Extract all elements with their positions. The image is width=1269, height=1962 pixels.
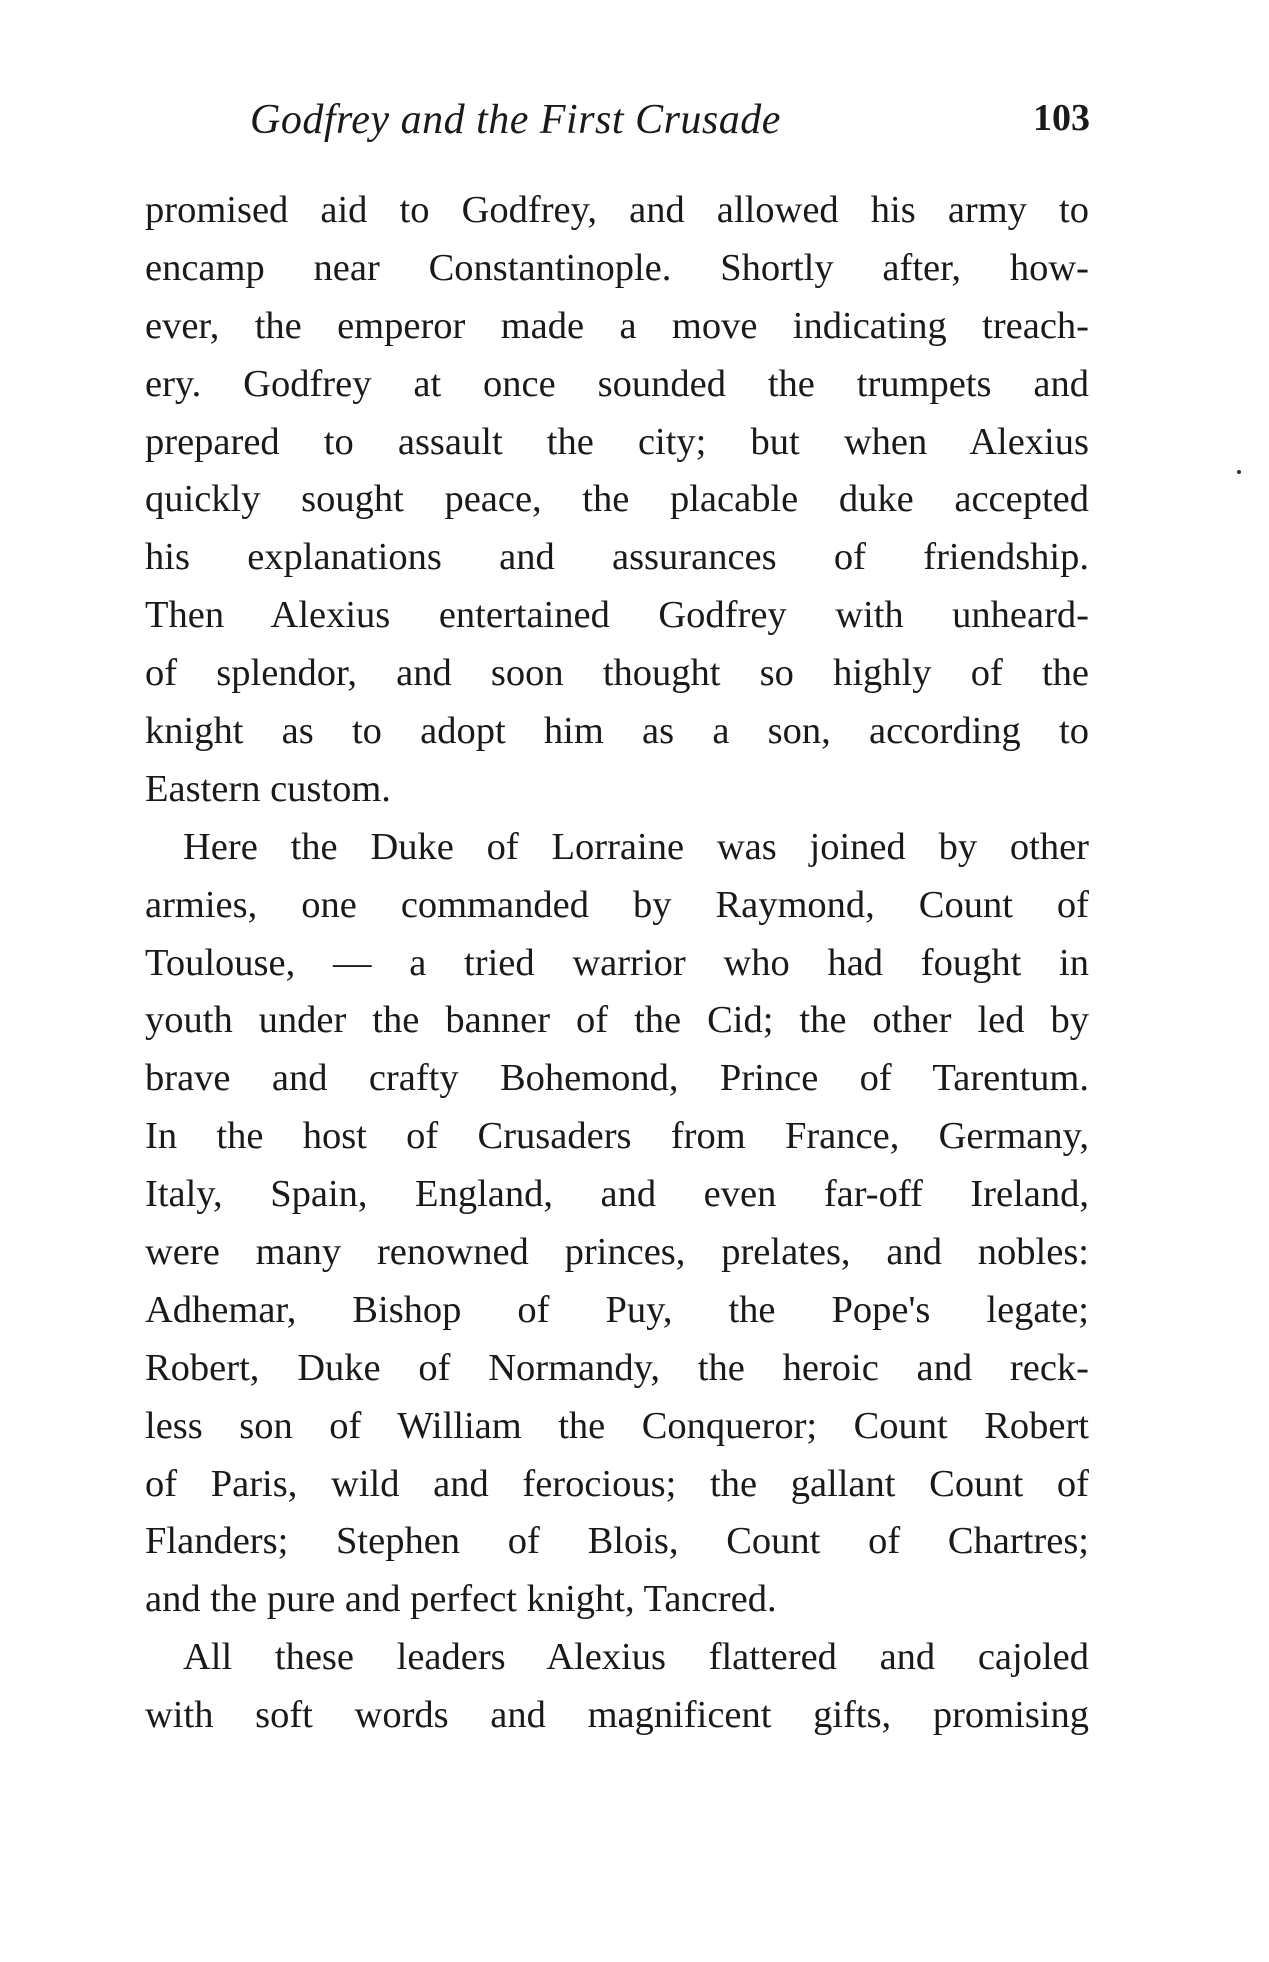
text-line: youth under the banner of the Cid; the other led by [145, 999, 1089, 1042]
text-line: Adhemar, Bishop of Puy, the Pope's legate; [145, 1288, 1089, 1331]
text-line: Robert, Duke of Normandy, the heroic and reck- [145, 1346, 1089, 1389]
body-text [145, 182, 1089, 1745]
text-line: brave and crafty Bohemond, Prince of Tarentum. [145, 1057, 1089, 1100]
text-line: armies, one commanded by Raymond, Count of [145, 883, 1089, 926]
text-line: his explanations and assurances of friendship. [145, 536, 1089, 579]
text-line: and the pure and perfect knight, Tancred. [145, 1578, 777, 1621]
text-line: In the host of Crusaders from France, Germany, [145, 1115, 1089, 1158]
text-line: Here the Duke of Lorraine was joined by other [183, 825, 1089, 868]
page-number: 103 [1033, 97, 1090, 139]
text-line: Italy, Spain, England, and even far-off Ireland, [145, 1173, 1089, 1216]
text-line: with soft words and magnificent gifts, promising [145, 1694, 1089, 1737]
text-line: of Paris, wild and ferocious; the gallant Count of [145, 1462, 1089, 1505]
text-line: ery. Godfrey at once sounded the trumpets and [145, 362, 1089, 405]
running-head [145, 96, 1100, 156]
text-line: ever, the emperor made a move indicating treach- [145, 304, 1089, 347]
text-line: Then Alexius entertained Godfrey with unheard- [145, 594, 1089, 637]
running-title: Godfrey and the First Crusade [250, 97, 781, 143]
text-line: of splendor, and soon thought so highly of the [145, 652, 1089, 695]
text-line: prepared to assault the city; but when Alexius [145, 420, 1089, 463]
text-line: Toulouse, — a tried warrior who had fought in [145, 941, 1089, 984]
text-line: less son of William the Conqueror; Count Robert [145, 1404, 1089, 1447]
text-line: promised aid to Godfrey, and allowed his army to [145, 189, 1089, 231]
text-line: were many renowned princes, prelates, and nobles: [145, 1231, 1089, 1274]
text-line: Eastern custom. [145, 767, 391, 810]
text-line: Flanders; Stephen of Blois, Count of Chartres; [145, 1520, 1089, 1563]
text-line: All these leaders Alexius flattered and cajoled [183, 1636, 1089, 1679]
margin-speck [1237, 470, 1241, 474]
text-line: quickly sought peace, the placable duke accepted [145, 478, 1089, 521]
text-line: knight as to adopt him as a son, according to [145, 710, 1089, 753]
text-line: encamp near Constantinople. Shortly after, how- [145, 246, 1089, 289]
